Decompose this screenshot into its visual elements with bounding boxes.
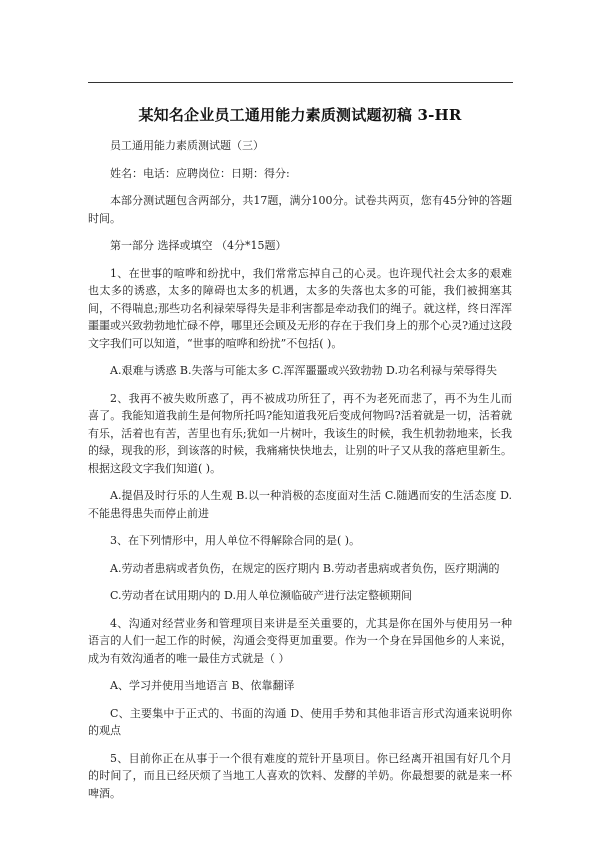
question-options: A.艰难与诱惑 B.失落与可能太多 C.浑浑噩噩或兴致勃勃 D.功名利禄与荣辱得失: [110, 364, 497, 377]
test-subtitle: 员工通用能力素质测试题（三）: [110, 139, 264, 152]
question-options: A.劳动者患病或者负伤，在规定的医疗期内 B.劳动者患病或者负伤，医疗期满的: [110, 561, 500, 575]
question-text: 5、目前你正在从事于一个很有难度的荒针开垦项目。你已经离开祖国有好几个月的时间了，而且已经厌烦了当地工人喜欢的饮料、发酵的羊奶。你最想要的就是来一杯啤酒。: [88, 751, 512, 800]
question-text: 4、沟通对经营业务和管理项目来讲是至关重要的，尤其是你在国外与使用另一种语言的人们一起工作的时候，沟通会变得更加重要。作为一个身在异国他乡的人来说，成为有效沟通者的唯一最佳方式就是（ ）: [88, 616, 512, 665]
question-options: A.提倡及时行乐的人生观 B.以一种消极的态度面对生活 C.随遇而安的生活态度 D.不能患得患失而停止前进: [88, 489, 512, 520]
section-heading: 第一部分 选择或填空 （4分*15题）: [110, 239, 287, 252]
test-intro: 本部分测试题包含两部分，共17题，满分100分。试卷共两页，您有45分钟的答题时间。: [88, 194, 512, 225]
question-options: A、学习并使用当地语言 B、依靠翻译: [110, 679, 295, 692]
question-text: 3、在下列情形中，用人单位不得解除合同的是( )。: [110, 534, 361, 547]
document-title: 某知名企业员工通用能力素质测试题初稿 3-HR: [138, 106, 462, 124]
header-rule: [88, 82, 513, 83]
document-body: [88, 104, 512, 812]
question-text: 2、我再不被失败所惑了，再不被成功所狂了，再不为老死而悲了，再不为生儿而喜了。我能知道我前生是何物所托吗?能知道我死后变成何物吗?活着就是一切，活着就有乐，活着也有苦，苦里也有乐;犹如一片树叶，我该生的时候，我生机勃勃地来，长我的绿，现我的形，到该落的时候，我痛痛快快地去，让别的叶子又从我的落疤里新生。根据这段文字我们知道( )。: [88, 391, 512, 475]
question-options: C、主要集中于正式的、书面的沟通 D、使用手势和其他非语言形式沟通来说明你的观点: [88, 706, 512, 737]
question-text: 1、在世事的喧哗和纷扰中，我们常常忘掉自己的心灵。也许现代社会太多的艰难也太多的诱惑，太多的障碍也太多的机遇，太多的失落也太多的可能，我们被拥塞其间，不得喘息;那些功名利禄荣辱得失是非利害都是牵动我们的绳子。就这样，终日浑浑噩噩或兴致勃勃地忙碌不停，哪里还会顾及无形的存在于我们身上的那个心灵?通过这段文字我们可以知道，“世事的喧哗和纷扰”不包括( )。: [88, 266, 512, 350]
candidate-info-line: 姓名：电话：应聘岗位：日期：得分:: [110, 166, 290, 180]
question-options: C.劳动者在试用期内的 D.用人单位濒临破产进行法定整顿期间: [110, 589, 412, 602]
